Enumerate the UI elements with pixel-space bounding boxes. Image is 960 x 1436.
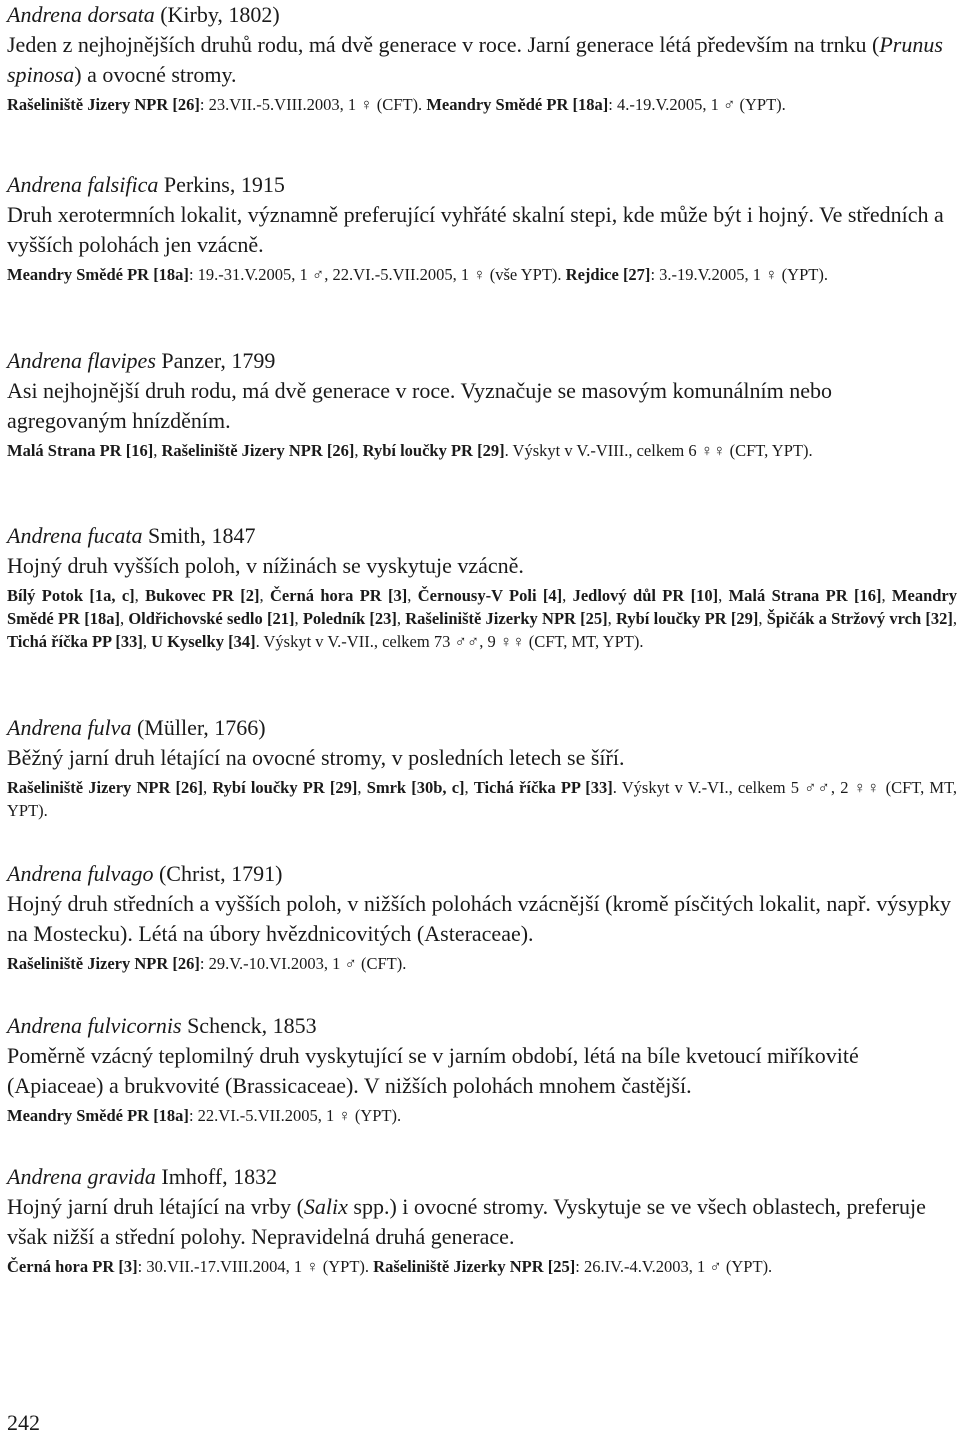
record-text: : 19.-31.V.2005, 1 ♂, 22.VI.-5.VII.2005, 1 ♀ (vše YPT). [188, 265, 566, 284]
records [7, 1104, 957, 1127]
record-text: : 23.VII.-5.VIII.2003, 1 ♀ (CFT). [199, 95, 427, 114]
italic-taxon: Prunus spinosa [7, 32, 943, 87]
record-locality: Jedlový důl PR [10] [572, 586, 719, 605]
species-author: Panzer, 1799 [155, 348, 276, 373]
species-epithet: fulvicornis [87, 1013, 182, 1038]
record-text: : 3.-19.V.2005, 1 ♀ (YPT). [650, 265, 828, 284]
record-locality: Rybí loučky PR [29] [616, 609, 759, 628]
record-text: , [881, 586, 892, 605]
record-locality: Rašeliniště Jizery NPR [26] [7, 95, 200, 114]
record-text: , [294, 609, 303, 628]
species-heading [7, 346, 957, 376]
record-text: , [396, 609, 406, 628]
record-locality: Černousy-V Poli [4] [417, 586, 563, 605]
genus-name: Andrena [7, 523, 82, 548]
record-locality: Meandry Smědé PR [18a] [7, 586, 957, 628]
record-locality: Meandry Smědé PR [18a] [426, 95, 609, 114]
record-locality: Oldřichovské sedlo [21] [128, 609, 295, 628]
record-locality: Bílý Potok [1a, c] [7, 586, 135, 605]
species-description [7, 743, 957, 773]
italic-taxon: Salix [303, 1194, 348, 1219]
species-heading [7, 521, 957, 551]
record-text: , [952, 609, 958, 628]
record-text: , [607, 609, 617, 628]
records [7, 952, 957, 975]
record-text: , [407, 586, 418, 605]
record-locality: U Kyselky [34] [151, 632, 256, 651]
species-epithet: falsifica [87, 172, 159, 197]
record-text: , [354, 441, 363, 460]
species-entry [7, 859, 957, 975]
genus-name: Andrena [7, 348, 82, 373]
description-text: Poměrně vzácný teplomilný druh vyskytující se v jarním období, létá na bíle kvetoucí miříkovité (Apiaceae) a brukvovité (Brassicaceae). V nižších polohách mnohem častější. [7, 1043, 859, 1098]
record-locality: Rybí loučky PR [29] [362, 441, 505, 460]
species-description [7, 889, 957, 949]
record-locality: Špičák a Stržový vrch [32] [766, 609, 953, 628]
species-description [7, 200, 957, 260]
record-text: , [718, 586, 729, 605]
species-heading [7, 1011, 957, 1041]
species-author: Smith, 1847 [142, 523, 256, 548]
record-locality: Meandry Smědé PR [18a] [7, 1106, 189, 1125]
species-epithet: fucata [87, 523, 143, 548]
records [7, 1255, 957, 1278]
description-text: Běžný jarní druh létající na ovocné stromy, v posledních letech se šíří. [7, 745, 625, 770]
record-locality: Rašeliniště Jizery NPR [26] [7, 778, 204, 797]
record-text: , [758, 609, 767, 628]
record-locality: Tichá říčka PP [33] [7, 632, 143, 651]
record-text: , [134, 586, 146, 605]
record-locality: Rašeliniště Jizerky NPR [25] [405, 609, 608, 628]
records [7, 93, 957, 116]
species-author: Schenck, 1853 [181, 1013, 317, 1038]
species-name [7, 861, 153, 886]
genus-name: Andrena [7, 861, 82, 886]
species-heading [7, 0, 957, 30]
description-text: spp.) i ovocné stromy. Vyskytuje se ve všech oblastech, preferuje však nižší a střední polohy. Nepravidelná druhá generace. [7, 1194, 926, 1249]
species-description [7, 30, 957, 90]
species-entry [7, 713, 957, 822]
record-locality: Meandry Smědé PR [18a] [7, 265, 189, 284]
species-author: Perkins, 1915 [158, 172, 285, 197]
species-heading [7, 1162, 957, 1192]
record-text: , [464, 778, 474, 797]
record-text: , [357, 778, 367, 797]
species-name [7, 715, 131, 740]
record-text: : 22.VI.-5.VII.2005, 1 ♀ (YPT). [188, 1106, 402, 1125]
species-heading [7, 170, 957, 200]
species-description [7, 376, 957, 436]
record-locality: Malá Strana PR [16] [7, 441, 154, 460]
records [7, 584, 957, 653]
species-entry [7, 0, 957, 116]
species-author: (Müller, 1766) [131, 715, 266, 740]
description-text: Hojný jarní druh létající na vrby ( [7, 1194, 304, 1219]
description-text: Druh xerotermních lokalit, významně preferující vyhřáté skalní stepi, kde může být i hojný. Ve středních a vyšších polohách jen vzácně. [7, 202, 944, 257]
species-heading [7, 713, 957, 743]
record-text: : 29.V.-10.VI.2003, 1 ♂ (CFT). [199, 954, 407, 973]
genus-name: Andrena [7, 172, 82, 197]
species-entry [7, 170, 957, 286]
record-locality: Rejdice [27] [565, 265, 651, 284]
record-locality: Rašeliniště Jizerky NPR [25] [373, 1257, 576, 1276]
record-text: : 26.IV.-4.V.2003, 1 ♂ (YPT). [575, 1257, 773, 1276]
species-entry [7, 1011, 957, 1127]
record-text: , [142, 632, 152, 651]
record-text: , [153, 441, 162, 460]
description-text: Hojný druh vyšších poloh, v nížinách se vyskytuje vzácně. [7, 553, 524, 578]
species-epithet: fulva [87, 715, 132, 740]
record-locality: Rybí loučky PR [29] [212, 778, 358, 797]
record-text: . Výskyt v V.-VIII., celkem 6 ♀♀ (CFT, YPT). [504, 441, 813, 460]
species-author: (Christ, 1791) [153, 861, 283, 886]
record-text: : 30.VII.-17.VIII.2004, 1 ♀ (YPT). [137, 1257, 374, 1276]
record-text: . Výskyt v V.-VII., celkem 73 ♂♂, 9 ♀♀ (CFT, MT, YPT). [255, 632, 644, 651]
record-text: . Výskyt v V.-VI., celkem 5 ♂♂, 2 ♀♀ (CFT, MT, YPT). [7, 778, 958, 820]
record-locality: Tichá říčka PP [33] [473, 778, 613, 797]
species-name [7, 172, 158, 197]
record-text: , [562, 586, 573, 605]
species-name [7, 348, 156, 373]
species-entry [7, 521, 957, 653]
species-name [7, 2, 155, 27]
record-locality: Rašeliniště Jizery NPR [26] [7, 954, 200, 973]
species-heading [7, 859, 957, 889]
species-epithet: dorsata [87, 2, 155, 27]
record-text: , [259, 586, 271, 605]
record-locality: Malá Strana PR [16] [728, 586, 882, 605]
description-text: Jeden z nejhojnějších druhů rodu, má dvě generace v roce. Jarní generace létá především na trnku ( [7, 32, 880, 57]
species-description [7, 1041, 957, 1101]
species-epithet: gravida [87, 1164, 156, 1189]
species-description [7, 1192, 957, 1252]
species-name [7, 1164, 156, 1189]
record-locality: Rašeliniště Jizery NPR [26] [161, 441, 355, 460]
genus-name: Andrena [7, 2, 82, 27]
species-name [7, 523, 142, 548]
records [7, 776, 957, 822]
record-locality: Bukovec PR [2] [145, 586, 260, 605]
record-locality: Smrk [30b, c] [366, 778, 465, 797]
genus-name: Andrena [7, 715, 82, 740]
species-epithet: flavipes [87, 348, 156, 373]
records [7, 439, 957, 462]
description-text: Asi nejhojnější druh rodu, má dvě generace v roce. Vyznačuje se masovým komunálním nebo agregovaným hnízděním. [7, 378, 832, 433]
record-locality: Poledník [23] [302, 609, 397, 628]
record-locality: Černá hora PR [3] [270, 586, 408, 605]
species-entry [7, 1162, 957, 1278]
species-entry [7, 346, 957, 462]
species-author: (Kirby, 1802) [154, 2, 280, 27]
species-description [7, 551, 957, 581]
species-author: Imhoff, 1832 [155, 1164, 278, 1189]
page-number: 242 [7, 1410, 40, 1435]
record-text: , [119, 609, 129, 628]
description-text: ) a ovocné stromy. [74, 62, 237, 87]
species-epithet: fulvago [87, 861, 154, 886]
record-locality: Černá hora PR [3] [7, 1257, 138, 1276]
genus-name: Andrena [7, 1164, 82, 1189]
species-name [7, 1013, 182, 1038]
genus-name: Andrena [7, 1013, 82, 1038]
description-text: Hojný druh středních a vyšších poloh, v nižších polohách vzácnější (kromě písčitých lokalit, např. výsypky na Mostecku). Létá na úbory hvězdnicovitých (Asteraceae). [7, 891, 951, 946]
record-text: , [203, 778, 213, 797]
records [7, 263, 957, 286]
record-text: : 4.-19.V.2005, 1 ♂ (YPT). [608, 95, 786, 114]
